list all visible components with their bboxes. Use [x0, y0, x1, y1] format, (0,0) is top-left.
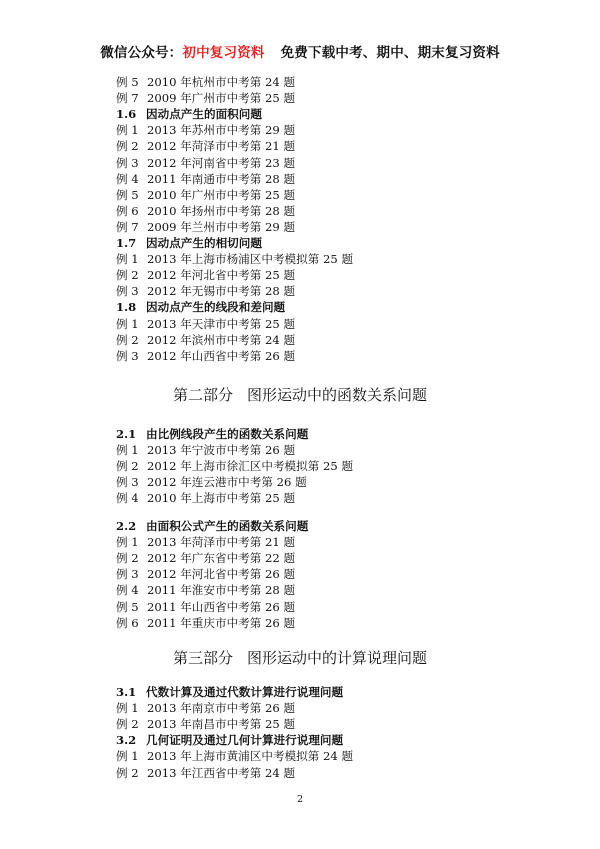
example-label: 例 2 — [116, 551, 139, 566]
list-item — [116, 443, 295, 458]
example-label: 例 3 — [116, 284, 139, 299]
list-item — [116, 91, 295, 106]
example-text: 2011 年南通市中考第 28 题 — [147, 171, 296, 186]
example-label: 例 7 — [116, 91, 139, 106]
example-text: 2012 年广东省中考第 22 题 — [147, 551, 296, 566]
section-number: 3.1 — [116, 685, 137, 699]
list-item — [116, 616, 295, 631]
list-item — [116, 535, 295, 550]
example-text: 2013 年南京市中考第 26 题 — [147, 701, 296, 716]
example-text: 2011 年重庆市中考第 26 题 — [147, 615, 296, 630]
example-text: 2012 年上海市徐汇区中考模拟第 25 题 — [147, 459, 354, 474]
example-label: 例 5 — [116, 187, 139, 202]
section-heading — [116, 519, 308, 534]
section-number: 1.6 — [116, 107, 137, 122]
section-title: 由比例线段产生的函数关系问题 — [146, 427, 309, 441]
example-label: 例 4 — [116, 583, 139, 598]
example-label: 例 2 — [116, 332, 139, 347]
example-text: 2012 年滨州市中考第 24 题 — [147, 332, 296, 347]
section-number: 2.1 — [116, 427, 137, 441]
example-label: 例 2 — [116, 765, 139, 780]
list-item — [116, 204, 295, 219]
example-text: 2010 年杭州市中考第 24 题 — [147, 75, 296, 89]
example-label: 例 5 — [116, 75, 139, 89]
example-label: 例 4 — [116, 491, 139, 506]
example-label: 例 5 — [116, 599, 139, 614]
example-label: 例 6 — [116, 203, 139, 218]
example-label: 例 3 — [116, 567, 139, 582]
list-item — [116, 349, 295, 364]
list-item — [116, 567, 295, 582]
example-text: 2012 年河北省中考第 25 题 — [147, 268, 296, 283]
list-item — [116, 749, 353, 764]
example-text: 2012 年菏泽市中考第 21 题 — [147, 139, 296, 154]
list-item — [116, 172, 295, 187]
part-heading: 图形运动中的函数关系问题 — [247, 386, 428, 404]
section-title: 因动点产生的面积问题 — [146, 107, 262, 122]
section-heading — [116, 733, 343, 748]
page-number: 2 — [296, 794, 304, 805]
example-text: 2012 年河南省中考第 23 题 — [147, 155, 296, 170]
list-item — [116, 220, 295, 235]
example-label: 例 2 — [116, 139, 139, 154]
list-item — [116, 551, 295, 566]
section-heading — [116, 236, 262, 251]
example-text: 2012 年山西省中考第 26 题 — [147, 348, 296, 363]
list-item — [116, 717, 295, 732]
example-text: 2009 年广州市中考第 25 题 — [147, 91, 296, 106]
example-text: 2013 年上海市黄浦区中考模拟第 24 题 — [147, 749, 354, 764]
example-text: 2010 年上海市中考第 25 题 — [147, 491, 296, 506]
example-label: 例 3 — [116, 475, 139, 490]
example-label: 例 1 — [116, 252, 139, 267]
list-item — [116, 156, 295, 171]
example-text: 2013 年上海市杨浦区中考模拟第 25 题 — [147, 252, 354, 267]
banner-account-name: 初中复习资料 — [182, 45, 265, 61]
example-label: 例 1 — [116, 316, 139, 331]
part-title — [0, 386, 600, 404]
example-label: 例 1 — [116, 443, 139, 458]
list-item — [116, 139, 295, 154]
list-item — [116, 491, 295, 506]
example-label: 例 2 — [116, 268, 139, 283]
example-label: 例 7 — [116, 219, 139, 234]
list-item — [116, 459, 353, 474]
list-item — [116, 188, 295, 203]
example-text: 2011 年山西省中考第 26 题 — [147, 599, 296, 614]
list-item — [116, 766, 295, 781]
banner-prefix: 微信公众号： — [100, 45, 183, 61]
example-label: 例 6 — [116, 615, 139, 630]
example-text: 2011 年淮安市中考第 28 题 — [147, 583, 296, 598]
example-label: 例 3 — [116, 155, 139, 170]
section-title: 因动点产生的线段和差问题 — [146, 300, 286, 315]
example-text: 2012 年无锡市中考第 28 题 — [147, 284, 296, 299]
list-item — [116, 317, 295, 332]
list-item — [116, 75, 295, 90]
example-label: 例 2 — [116, 717, 139, 732]
example-text: 2013 年苏州市中考第 29 题 — [147, 123, 296, 138]
list-item — [116, 252, 353, 267]
list-item — [116, 600, 295, 615]
section-title: 几何证明及通过几何计算进行说理问题 — [146, 733, 344, 748]
list-item — [116, 284, 295, 299]
example-label: 例 1 — [116, 749, 139, 764]
part-title — [0, 649, 600, 667]
example-text: 2013 年菏泽市中考第 21 题 — [147, 535, 296, 550]
example-label: 例 1 — [116, 701, 139, 716]
section-number: 3.2 — [116, 733, 137, 748]
list-item — [116, 475, 307, 490]
example-text: 2009 年兰州市中考第 29 题 — [147, 219, 296, 234]
example-label: 例 1 — [116, 535, 139, 550]
example-text: 2010 年广州市中考第 25 题 — [147, 187, 296, 202]
header-banner — [0, 41, 600, 61]
section-title: 由面积公式产生的函数关系问题 — [146, 519, 309, 533]
banner-slogan: 免费下载中考、期中、期末复习资料 — [280, 45, 500, 61]
section-number: 1.8 — [116, 300, 137, 315]
example-label: 例 3 — [116, 348, 139, 363]
example-text: 2013 年天津市中考第 25 题 — [147, 316, 296, 331]
part-name: 第三部分 — [172, 649, 233, 667]
section-number: 1.7 — [116, 236, 137, 250]
example-text: 2013 年江西省中考第 24 题 — [147, 765, 296, 780]
list-item — [116, 333, 295, 348]
list-item — [116, 583, 295, 598]
list-item — [116, 701, 295, 716]
section-number: 2.2 — [116, 519, 137, 533]
section-heading — [116, 107, 262, 122]
example-text: 2010 年扬州市中考第 28 题 — [147, 203, 296, 218]
list-item — [116, 123, 295, 138]
example-label: 例 4 — [116, 171, 139, 186]
part-name: 第二部分 — [172, 386, 233, 404]
section-title: 因动点产生的相切问题 — [146, 236, 262, 250]
example-text: 2013 年宁波市中考第 26 题 — [147, 443, 296, 458]
section-heading — [116, 300, 285, 315]
part-heading: 图形运动中的计算说理问题 — [247, 649, 428, 667]
list-item — [116, 268, 295, 283]
section-heading — [116, 427, 308, 442]
section-heading — [116, 685, 343, 700]
example-text: 2013 年南昌市中考第 25 题 — [147, 717, 296, 732]
example-text: 2012 年连云港市中考第 26 题 — [147, 475, 307, 490]
example-label: 例 1 — [116, 123, 139, 138]
section-title: 代数计算及通过代数计算进行说理问题 — [146, 685, 344, 699]
example-label: 例 2 — [116, 459, 139, 474]
example-text: 2012 年河北省中考第 26 题 — [147, 567, 296, 582]
